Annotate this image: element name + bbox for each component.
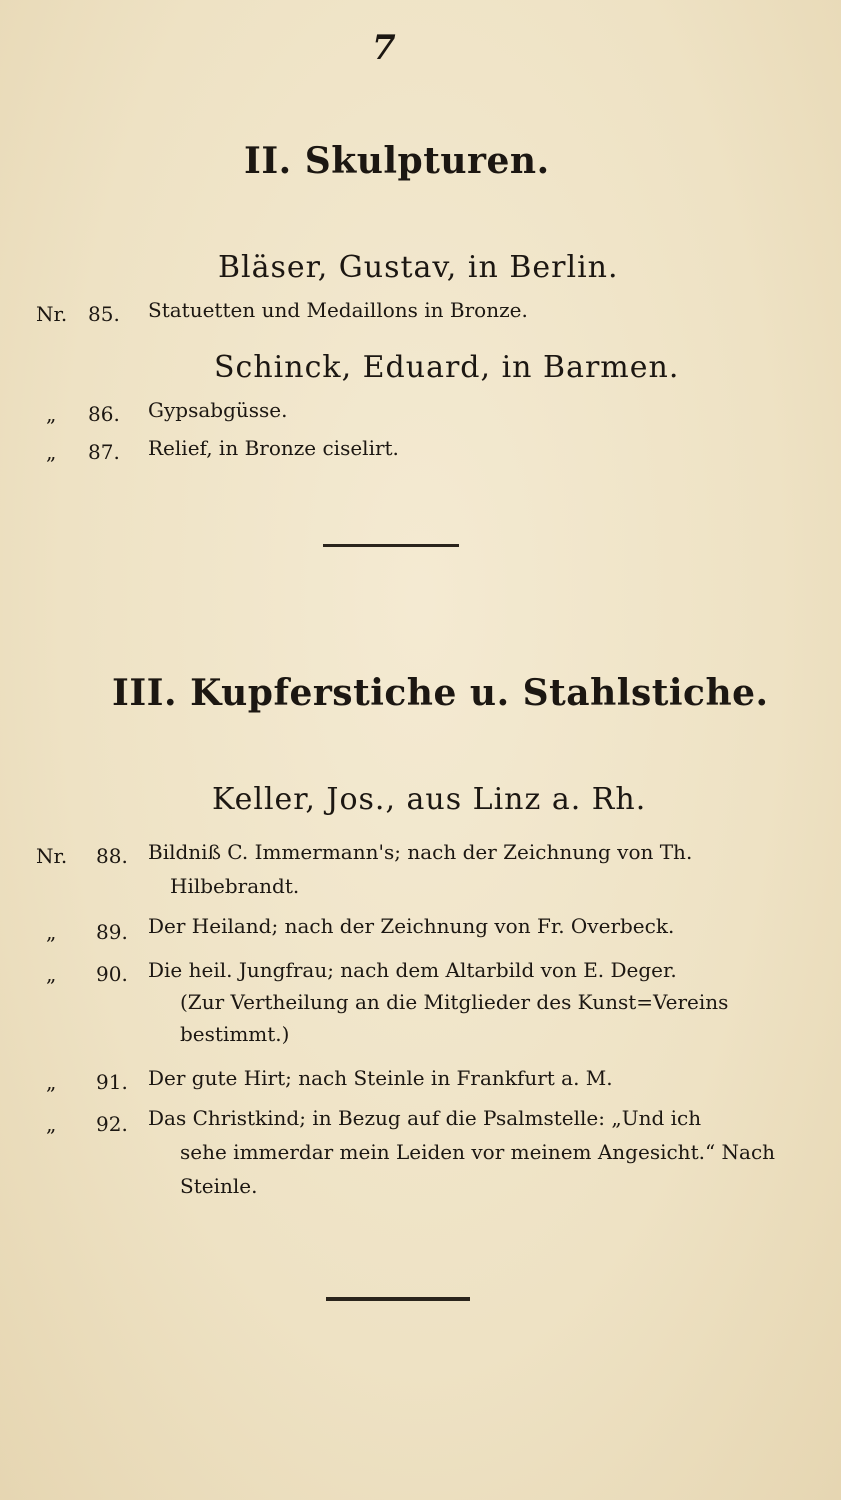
section-numeral: II. (244, 140, 292, 182)
entry-text: Statuetten und Medaillons in Bronze. (148, 298, 528, 322)
entry-prefix: Nr. (36, 302, 68, 326)
artist-name: Schinck, Eduard, in Barmen. (214, 350, 680, 385)
artist-name: Keller, Jos., aus Linz a. Rh. (212, 782, 647, 817)
entry-text: Gypsabgüsse. (148, 398, 288, 422)
section-title: Kupferstiche u. Stahlstiche. (190, 672, 769, 714)
section-heading (112, 672, 769, 714)
entry-text: Die heil. Jungfrau; nach dem Altarbild von E. Deger. (148, 958, 677, 982)
entry-number: 87. (88, 440, 120, 464)
page-number: 7 (372, 28, 396, 68)
entry-number: 92. (96, 1112, 128, 1136)
entry-prefix: „ (46, 440, 57, 464)
entry-number: 89. (96, 920, 128, 944)
section-divider (323, 544, 459, 547)
entry-text-continued: (Zur Vertheilung an die Mitglieder des Kunst=Vereins (180, 990, 729, 1014)
entry-number: 91. (96, 1070, 128, 1094)
entry-text: Der gute Hirt; nach Steinle in Frankfurt a. M. (148, 1066, 613, 1090)
end-divider (326, 1297, 470, 1301)
entry-number: 88. (96, 844, 128, 868)
entry-text: Der Heiland; nach der Zeichnung von Fr. Overbeck. (148, 914, 675, 938)
section-numeral: III. (112, 672, 178, 714)
entry-number: 90. (96, 962, 128, 986)
entry-text-continued: sehe immerdar mein Leiden vor meinem Angesicht.“ Nach (180, 1140, 776, 1164)
entry-number: 85. (88, 302, 120, 326)
entry-prefix: Nr. (36, 844, 68, 868)
entry-prefix: „ (46, 1070, 57, 1094)
entry-text: Relief, in Bronze ciselirt. (148, 436, 399, 460)
section-heading (244, 140, 550, 182)
entry-text-continued: bestimmt.) (180, 1022, 290, 1046)
entry-text: Bildniß C. Immermann's; nach der Zeichnung von Th. (148, 840, 693, 864)
entry-prefix: „ (46, 1112, 57, 1136)
artist-name: Bläser, Gustav, in Berlin. (218, 250, 619, 285)
entry-text-continued: Hilbebrandt. (170, 874, 300, 898)
entry-prefix: „ (46, 402, 57, 426)
entry-text-continued: Steinle. (180, 1174, 258, 1198)
section-title: Skulpturen. (304, 140, 550, 182)
entry-number: 86. (88, 402, 120, 426)
entry-prefix: „ (46, 962, 57, 986)
entry-text: Das Christkind; in Bezug auf die Psalmstelle: „Und ich (148, 1106, 702, 1130)
entry-prefix: „ (46, 920, 57, 944)
